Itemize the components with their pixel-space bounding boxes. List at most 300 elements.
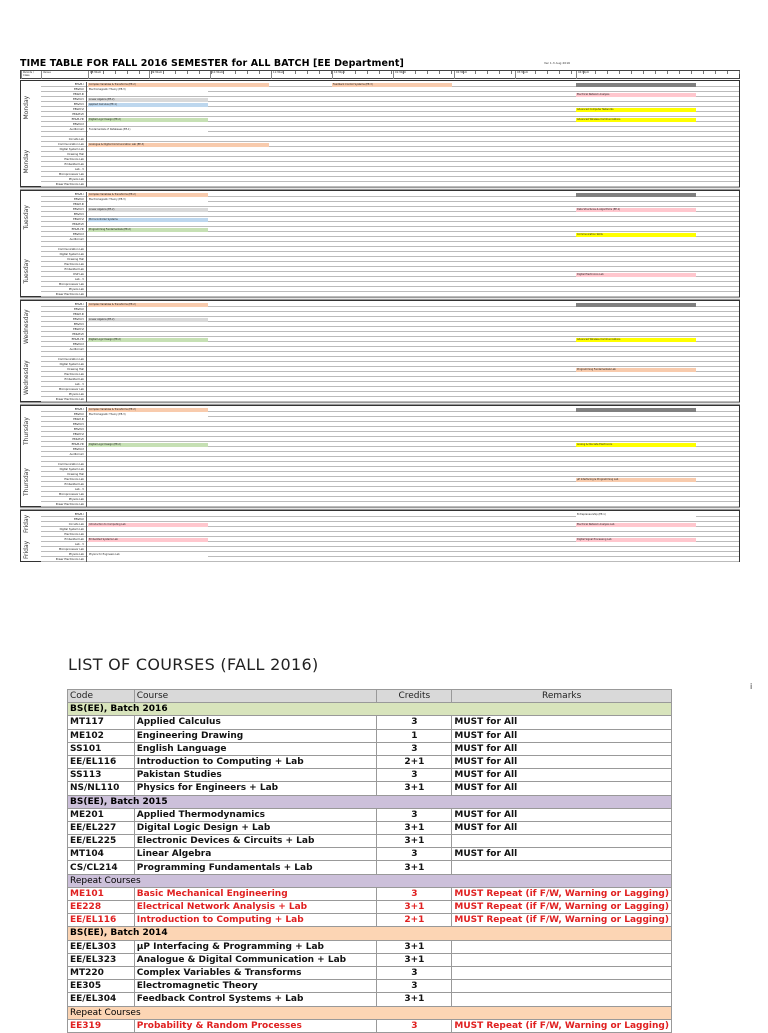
room-label: EE&M-IV bbox=[41, 422, 87, 427]
class-slot: Advanced Wireless Communications bbox=[576, 338, 696, 342]
course-row bbox=[68, 716, 672, 729]
course-code: ME201 bbox=[68, 808, 135, 821]
class-slot bbox=[576, 408, 696, 412]
room-label: Physics Lab bbox=[41, 497, 87, 502]
room-label: Lab - V bbox=[41, 277, 87, 282]
timetable-tick bbox=[607, 71, 608, 74]
batch-heading-row bbox=[68, 927, 672, 940]
timetable-header-cell: 02:30pm bbox=[454, 71, 515, 79]
timetable-tick bbox=[319, 71, 320, 74]
course-remarks bbox=[452, 940, 672, 953]
class-slot: Electromagnetic Theory (EE-3) bbox=[88, 88, 208, 92]
timetable-header-cell: 08:30am bbox=[88, 71, 149, 79]
course-code: ME102 bbox=[68, 729, 135, 742]
timetable-tick bbox=[655, 71, 656, 74]
day-rows bbox=[41, 192, 739, 297]
courses-table bbox=[67, 689, 672, 1033]
course-name: Physics for Engineers + Lab bbox=[134, 782, 377, 795]
timetable-tick bbox=[583, 71, 584, 74]
course-code: CS/CL214 bbox=[68, 861, 135, 874]
class-slot: µP Interfacing & Programming Lab bbox=[576, 478, 696, 482]
header-remarks: Remarks bbox=[452, 690, 672, 703]
course-remarks: MUST for All bbox=[452, 716, 672, 729]
day-label: Tuesday bbox=[23, 259, 30, 284]
timetable-header-cell: Periods / Class bbox=[21, 71, 41, 79]
timetable-tick bbox=[451, 71, 452, 74]
course-remarks: MUST Repeat (if F/W, Warning or Lagging) bbox=[452, 887, 672, 900]
room-label: EE&M-VII bbox=[41, 332, 87, 337]
room-label: Communication Lab bbox=[41, 357, 87, 362]
class-slot: Complex Variables & Transforms (EE-2) bbox=[88, 303, 208, 307]
course-row bbox=[68, 980, 672, 993]
timetable-header-cell: 09:30am bbox=[149, 71, 210, 79]
course-name: Analogue & Digital Communication + Lab bbox=[134, 953, 377, 966]
timetable-tick bbox=[115, 71, 116, 74]
room-label: Drawing Hall bbox=[41, 472, 87, 477]
course-remarks: MUST for All bbox=[452, 769, 672, 782]
room-label: Microprocessor Lab bbox=[41, 282, 87, 287]
room-label: Communication Lab bbox=[41, 142, 87, 147]
batch-heading-row bbox=[68, 795, 672, 808]
day-label: Thursday bbox=[23, 468, 30, 497]
room-label: Digital System Lab bbox=[41, 467, 87, 472]
room-label: Electronics Lab bbox=[41, 262, 87, 267]
course-credits: 3 bbox=[377, 980, 452, 993]
timetable-tick bbox=[595, 71, 596, 74]
course-credits: 3+1 bbox=[377, 901, 452, 914]
timetable-tick bbox=[415, 71, 416, 74]
room-label: Lab - V bbox=[41, 167, 87, 172]
class-slot: Feedback Control Systems (EE-3) bbox=[332, 83, 452, 87]
course-remarks bbox=[452, 861, 672, 874]
day-rows bbox=[41, 512, 739, 562]
class-slot: Digital Logic Design (EE-2) bbox=[88, 338, 208, 342]
room-label: Microprocessor Lab bbox=[41, 172, 87, 177]
class-slot: Electrical Network Analysis Lab bbox=[576, 523, 696, 527]
class-slot: Advanced Computer Networks bbox=[576, 108, 696, 112]
course-row bbox=[68, 755, 672, 768]
room-label: Drawing Hall bbox=[41, 367, 87, 372]
batch-heading: BS(EE), Batch 2016 bbox=[68, 703, 672, 716]
course-row bbox=[68, 782, 672, 795]
course-name: Introduction to Computing + Lab bbox=[134, 755, 377, 768]
course-remarks: MUST for All bbox=[452, 808, 672, 821]
class-slot: Fundamentals of Databases (EE-1) bbox=[88, 128, 208, 132]
course-row bbox=[68, 742, 672, 755]
course-name: Electronic Devices & Circuits + Lab bbox=[134, 835, 377, 848]
course-row bbox=[68, 993, 672, 1006]
section-subheading: Repeat Courses bbox=[68, 874, 672, 887]
course-credits: 3+1 bbox=[377, 835, 452, 848]
day-block bbox=[20, 80, 740, 187]
room-label: Drawing Hall bbox=[41, 152, 87, 157]
room-label: EE&M-I bbox=[41, 512, 87, 517]
course-remarks: MUST for All bbox=[452, 729, 672, 742]
course-credits: 2+1 bbox=[377, 914, 452, 927]
course-remarks bbox=[452, 835, 672, 848]
day-block bbox=[20, 190, 740, 297]
room-label: Physics Lab bbox=[41, 287, 87, 292]
room-label: EE&M-IX bbox=[41, 232, 87, 237]
timetable-tick bbox=[475, 71, 476, 74]
room-label: EE&M-II bbox=[41, 87, 87, 92]
class-slot: Electromagnetic Theory (EE-3) bbox=[88, 413, 208, 417]
course-code: EE228 bbox=[68, 901, 135, 914]
room-label: Communication Lab bbox=[41, 247, 87, 252]
course-remarks: MUST for All bbox=[452, 742, 672, 755]
room-label: Auditorium bbox=[41, 347, 87, 352]
class-slot bbox=[576, 83, 696, 87]
course-code: EE/EL116 bbox=[68, 914, 135, 927]
course-code: EE/EL225 bbox=[68, 835, 135, 848]
repeat-courses-row bbox=[68, 874, 672, 887]
course-credits: 3 bbox=[377, 769, 452, 782]
room-label: EE&M-I bbox=[41, 192, 87, 197]
timetable-tick bbox=[379, 71, 380, 74]
course-name: Applied Thermodynamics bbox=[134, 808, 377, 821]
room-label: EE&M-VI bbox=[41, 107, 87, 112]
course-credits: 3+1 bbox=[377, 953, 452, 966]
timetable-tick bbox=[703, 71, 704, 74]
course-remarks: MUST Repeat (if F/W, Warning or Lagging) bbox=[452, 914, 672, 927]
room-label: Physics Lab bbox=[41, 392, 87, 397]
timetable-header-cell: Venue bbox=[41, 71, 88, 79]
timetable-tick bbox=[727, 71, 728, 74]
class-slot: Electrical Network Analysis bbox=[576, 93, 696, 97]
timetable-tick bbox=[547, 71, 548, 74]
timetable-tick bbox=[391, 71, 392, 74]
course-credits: 2+1 bbox=[377, 755, 452, 768]
course-code: SS113 bbox=[68, 769, 135, 782]
course-name: Basic Mechanical Engineering bbox=[134, 887, 377, 900]
course-credits: 3 bbox=[377, 742, 452, 755]
course-name: English Language bbox=[134, 742, 377, 755]
room-label: EE&M-V bbox=[41, 102, 87, 107]
course-remarks bbox=[452, 980, 672, 993]
course-row bbox=[68, 808, 672, 821]
room-label: EE&M-III bbox=[41, 312, 87, 317]
course-name: Electrical Network Analysis + Lab bbox=[134, 901, 377, 914]
timetable bbox=[20, 58, 740, 561]
room-label: EE&M-VII bbox=[41, 222, 87, 227]
room-label: Microprocessor Lab bbox=[41, 492, 87, 497]
course-row bbox=[68, 940, 672, 953]
day-rows bbox=[41, 302, 739, 402]
room-label: EE&M-III bbox=[41, 202, 87, 207]
room-label: Digital System Lab bbox=[41, 147, 87, 152]
room-label: EE&M-II bbox=[41, 307, 87, 312]
day-label: Thursday bbox=[23, 417, 30, 446]
class-slot: Applied Calculus (EE-1) bbox=[88, 103, 208, 107]
course-code: ME101 bbox=[68, 887, 135, 900]
timetable-header-cell: 12:30pm bbox=[332, 71, 393, 79]
course-row bbox=[68, 729, 672, 742]
course-name: Applied Calculus bbox=[134, 716, 377, 729]
course-code: EE305 bbox=[68, 980, 135, 993]
class-slot: Advanced Wireless Communications bbox=[576, 118, 696, 122]
timetable-tick bbox=[355, 71, 356, 74]
timetable-tick bbox=[343, 71, 344, 74]
room-label: EE&M-III bbox=[41, 92, 87, 97]
room-label: Lab - V bbox=[41, 382, 87, 387]
day-block bbox=[20, 405, 740, 507]
room-label: Circuits Lab bbox=[41, 522, 87, 527]
timetable-header-cell: 10:30am bbox=[210, 71, 271, 79]
timetable-tick bbox=[523, 71, 524, 74]
class-slot: Linear Algebra (EE-2) bbox=[88, 98, 208, 102]
batch-heading: BS(EE), Batch 2015 bbox=[68, 795, 672, 808]
timetable-tick bbox=[679, 71, 680, 74]
course-row bbox=[68, 821, 672, 834]
timetable-tick bbox=[619, 71, 620, 74]
room-label: EE&M-II bbox=[41, 197, 87, 202]
course-name: Programming Fundamentals + Lab bbox=[134, 861, 377, 874]
course-name: Introduction to Computing + Lab bbox=[134, 914, 377, 927]
room-label: Embedded Lab bbox=[41, 267, 87, 272]
course-remarks: MUST for All bbox=[452, 821, 672, 834]
timetable-tick bbox=[631, 71, 632, 74]
class-slot: Programming Fundamentals (EE-2) bbox=[88, 228, 208, 232]
room-label: Auditorium bbox=[41, 452, 87, 457]
room-label: Auditorium bbox=[41, 237, 87, 242]
day-label: Wednesday bbox=[23, 309, 30, 344]
corner-mark: i bbox=[750, 682, 753, 691]
room-label: Power Electronics Lab bbox=[41, 557, 87, 562]
timetable-tick bbox=[691, 71, 692, 74]
timetable-tick bbox=[667, 71, 668, 74]
course-code: MT117 bbox=[68, 716, 135, 729]
course-name: µP Interfacing & Programming + Lab bbox=[134, 940, 377, 953]
timetable-tick bbox=[427, 71, 428, 74]
timetable-tick bbox=[295, 71, 296, 74]
day-label: Tuesday bbox=[23, 205, 30, 230]
class-slot: Linear Algebra (EE-2) bbox=[88, 318, 208, 322]
timetable-tick bbox=[715, 71, 716, 74]
courses-table-header bbox=[68, 690, 672, 703]
course-credits: 3 bbox=[377, 808, 452, 821]
course-credits: 3+1 bbox=[377, 782, 452, 795]
timetable-tick bbox=[331, 71, 332, 74]
timetable-tick bbox=[211, 71, 212, 74]
room-label: Digital System Lab bbox=[41, 362, 87, 367]
room-label: Power Electronics Lab bbox=[41, 502, 87, 507]
timetable-tick bbox=[499, 71, 500, 74]
timetable-tick bbox=[139, 71, 140, 74]
header-credits: Credits bbox=[377, 690, 452, 703]
class-slot: Programming Fundamentals Lab bbox=[576, 368, 696, 372]
header-code: Code bbox=[68, 690, 135, 703]
room-label: Drawing Hall bbox=[41, 257, 87, 262]
course-code: MT220 bbox=[68, 966, 135, 979]
course-code: EE/EL116 bbox=[68, 755, 135, 768]
course-code: EE/EL323 bbox=[68, 953, 135, 966]
course-row bbox=[68, 901, 672, 914]
course-remarks: MUST Repeat (if F/W, Warning or Lagging) bbox=[452, 1019, 672, 1032]
timetable-tick bbox=[187, 71, 188, 74]
room-label: Microprocessor Lab bbox=[41, 547, 87, 552]
course-credits: 3 bbox=[377, 966, 452, 979]
class-slot: Linear Algebra (EE-2) bbox=[88, 208, 208, 212]
room-label: EE&M-VI bbox=[41, 217, 87, 222]
course-credits: 3 bbox=[377, 1019, 452, 1032]
class-slot: Analog & Discrete Electronics bbox=[576, 443, 696, 447]
timetable-tick bbox=[259, 71, 260, 74]
room-label: EE&M-IX bbox=[41, 342, 87, 347]
timetable-header-cell: 03:30pm bbox=[515, 71, 576, 79]
timetable-tick bbox=[163, 71, 164, 74]
course-credits: 3+1 bbox=[377, 940, 452, 953]
courses-title: LIST OF COURSES (FALL 2016) bbox=[68, 655, 319, 674]
class-slot: Microcontroller Systems bbox=[88, 218, 208, 222]
course-credits: 3 bbox=[377, 716, 452, 729]
course-credits: 3+1 bbox=[377, 993, 452, 1006]
course-row bbox=[68, 1019, 672, 1032]
day-label: Friday bbox=[23, 540, 30, 560]
course-row bbox=[68, 953, 672, 966]
room-label: EE&M-VII bbox=[41, 437, 87, 442]
room-label: EE&M-VI bbox=[41, 327, 87, 332]
course-code: MT104 bbox=[68, 848, 135, 861]
timetable-tick bbox=[247, 71, 248, 74]
room-label: EE&M-II bbox=[41, 517, 87, 522]
timetable-tick bbox=[235, 71, 236, 74]
room-label: Embedded Lab bbox=[41, 162, 87, 167]
course-name: Electromagnetic Theory bbox=[134, 980, 377, 993]
header-course: Course bbox=[134, 690, 377, 703]
timetable-tick bbox=[127, 71, 128, 74]
room-label: EE&M-IX bbox=[41, 447, 87, 452]
room-label: DSP Lab bbox=[41, 272, 87, 277]
timetable-tick bbox=[535, 71, 536, 74]
repeat-courses-row bbox=[68, 1006, 672, 1019]
room-label: Electronics Lab bbox=[41, 157, 87, 162]
day-label: Friday bbox=[23, 514, 30, 534]
course-code: NS/NL110 bbox=[68, 782, 135, 795]
room-label: EE&M-I bbox=[41, 407, 87, 412]
course-credits: 3+1 bbox=[377, 821, 452, 834]
course-remarks bbox=[452, 966, 672, 979]
course-name: Probability & Random Processes bbox=[134, 1019, 377, 1032]
room-label: Embedded Lab bbox=[41, 537, 87, 542]
room-label: Auditorium bbox=[41, 127, 87, 132]
course-row bbox=[68, 835, 672, 848]
course-code: SS101 bbox=[68, 742, 135, 755]
room-label: Electronics Lab bbox=[41, 532, 87, 537]
room-label: EE&M-I bbox=[41, 82, 87, 87]
timetable-header-cell: 11:30am bbox=[271, 71, 332, 79]
room-label: Physics Lab bbox=[41, 177, 87, 182]
course-row bbox=[68, 914, 672, 927]
timetable-tick bbox=[739, 71, 740, 74]
room-label: Embedded Lab bbox=[41, 377, 87, 382]
timetable-tick bbox=[643, 71, 644, 74]
course-row bbox=[68, 887, 672, 900]
room-label: EE&M-IV bbox=[41, 97, 87, 102]
timetable-tick bbox=[487, 71, 488, 74]
timetable-tick bbox=[199, 71, 200, 74]
course-row bbox=[68, 848, 672, 861]
day-block bbox=[20, 510, 740, 562]
timetable-version-note: Ver 1.3 Aug 2016 bbox=[544, 61, 571, 65]
class-slot: Entrepreneurship (EE-1) bbox=[576, 513, 696, 517]
room-label: Digital System Lab bbox=[41, 252, 87, 257]
room-label: EE&M-V bbox=[41, 322, 87, 327]
room-label: EE&M-VIII bbox=[41, 337, 87, 342]
day-block bbox=[20, 300, 740, 402]
room-label: Lab - V bbox=[41, 542, 87, 547]
course-name: Engineering Drawing bbox=[134, 729, 377, 742]
timetable-tick bbox=[463, 71, 464, 74]
course-code: EE/EL304 bbox=[68, 993, 135, 1006]
room-label: Microprocessor Lab bbox=[41, 387, 87, 392]
class-slot: Digital Signal Processing Lab bbox=[576, 538, 696, 542]
course-credits: 3 bbox=[377, 887, 452, 900]
timetable-tick bbox=[511, 71, 512, 74]
room-label: EE&M-IV bbox=[41, 317, 87, 322]
timetable-tick bbox=[151, 71, 152, 74]
timetable-tick bbox=[367, 71, 368, 74]
batch-heading: BS(EE), Batch 2014 bbox=[68, 927, 672, 940]
course-row bbox=[68, 769, 672, 782]
room-label: EE&M-III bbox=[41, 417, 87, 422]
course-code: EE/EL227 bbox=[68, 821, 135, 834]
timetable-tick bbox=[271, 71, 272, 74]
timetable-header-cell: 01:30pm bbox=[393, 71, 454, 79]
course-remarks: MUST for All bbox=[452, 848, 672, 861]
class-slot: Embedded Systems Lab bbox=[88, 538, 208, 542]
timetable-tick bbox=[403, 71, 404, 74]
timetable-header bbox=[20, 70, 740, 79]
class-slot: Communication Skills bbox=[576, 233, 696, 237]
course-remarks: MUST for All bbox=[452, 755, 672, 768]
course-code: EE319 bbox=[68, 1019, 135, 1032]
room-label: Physics Lab bbox=[41, 552, 87, 557]
room-label: Embedded Lab bbox=[41, 482, 87, 487]
timetable-tick bbox=[559, 71, 560, 74]
course-remarks bbox=[452, 993, 672, 1006]
room-label: EE&M-VI bbox=[41, 432, 87, 437]
class-slot: Digital Electronics Lab bbox=[576, 273, 696, 277]
room-label: EE&M-II bbox=[41, 412, 87, 417]
class-slot: Introduction to Computing Lab bbox=[88, 523, 208, 527]
class-slot: Data Structures & Algorithms (EE-1) bbox=[576, 208, 696, 212]
course-code: EE/EL303 bbox=[68, 940, 135, 953]
day-rows bbox=[41, 407, 739, 507]
room-label: EE&M-IV bbox=[41, 207, 87, 212]
room-label: Power Electronics Lab bbox=[41, 397, 87, 402]
timetable-tick bbox=[103, 71, 104, 74]
timetable-tick bbox=[307, 71, 308, 74]
course-row bbox=[68, 966, 672, 979]
room-label: Electronics Lab bbox=[41, 372, 87, 377]
timetable-title: TIME TABLE FOR FALL 2016 SEMESTER for ALL BATCH [EE Department] bbox=[20, 58, 404, 69]
timetable-tick bbox=[223, 71, 224, 74]
timetable-grid bbox=[20, 80, 740, 598]
course-name: Linear Algebra bbox=[134, 848, 377, 861]
course-name: Digital Logic Design + Lab bbox=[134, 821, 377, 834]
course-credits: 3+1 bbox=[377, 861, 452, 874]
room-label: EE&M-V bbox=[41, 427, 87, 432]
room-label: EE&M-VIII bbox=[41, 442, 87, 447]
room-label: Digital System Lab bbox=[41, 527, 87, 532]
class-slot: Analogue & Digital Communication Lab (EE-3) bbox=[88, 143, 269, 147]
class-slot: Electromagnetic Theory (EE-3) bbox=[88, 198, 208, 202]
timetable-tick bbox=[175, 71, 176, 74]
room-label: EE&M-IX bbox=[41, 122, 87, 127]
course-name: Pakistan Studies bbox=[134, 769, 377, 782]
class-slot bbox=[576, 193, 696, 197]
room-label: EE&M-VIII bbox=[41, 117, 87, 122]
